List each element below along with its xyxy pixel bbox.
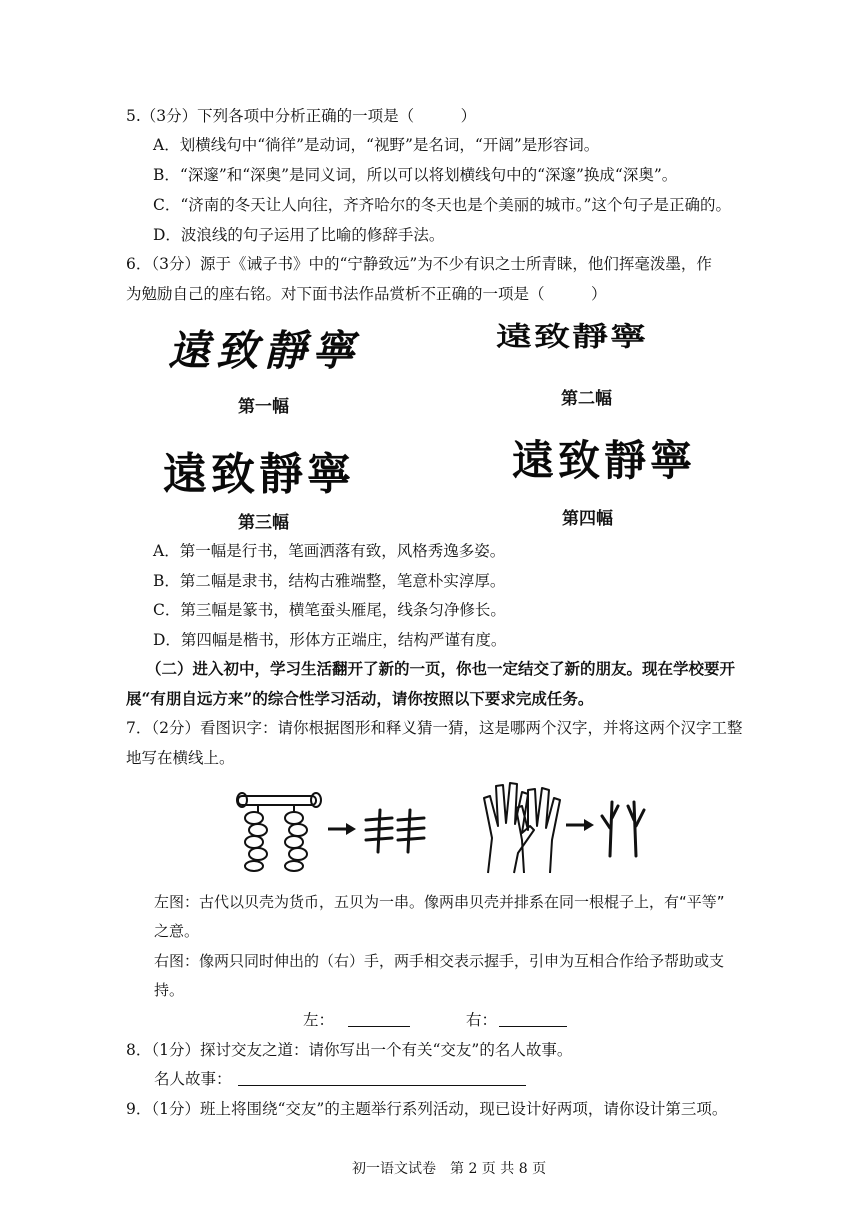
q7-right-note-line2: 持。 xyxy=(154,981,185,999)
calligraphy-caption-1: 第一幅 xyxy=(238,397,289,417)
q7-stem-line2: 地写在横线上。 xyxy=(126,749,235,767)
arrow-right-icon xyxy=(328,822,356,836)
q9-stem: 9．（1分）班上将围绕“交友”的主题举行系列活动，现已设计好两项，请你设计第三项。 xyxy=(126,1100,728,1118)
q5-option-c: C．“济南的冬天让人向往，齐齐哈尔的冬天也是个美丽的城市。”这个句子是正确的。 xyxy=(153,196,731,214)
q7-right-note-line1: 右图：像两只同时伸出的（右）手，两手相交表示握手，引申为互相合作给予帮助或支 xyxy=(154,952,725,970)
q7-right-answer-blank[interactable] xyxy=(499,1012,567,1027)
q8-stem: 8．（1分）探讨交友之道：请你写出一个有关“交友”的名人故事。 xyxy=(126,1041,573,1059)
calligraphy-caption-2: 第二幅 xyxy=(561,389,612,409)
q6-stem-line1: 6．（3分）源于《诫子书》中的“宁静致远”为不少有识之士所青睐，他们挥毫泼墨，作 xyxy=(126,255,712,273)
q7-right-label: 右： xyxy=(466,1011,498,1029)
ancient-glyph-left xyxy=(360,806,430,856)
q8-answer-label: 名人故事： xyxy=(154,1070,232,1088)
q6-stem-line2: 为勉励自己的座右铭。对下面书法作品赏析不正确的一项是（ ） xyxy=(126,285,607,303)
q7-left-label: 左： xyxy=(303,1011,335,1029)
q5-option-d: D．波浪线的句子运用了比喻的修辞手法。 xyxy=(153,226,445,244)
q7-left-note-line2: 之意。 xyxy=(154,922,200,940)
q6-option-b: B．第二幅是隶书，结构古雅端整，笔意朴实淳厚。 xyxy=(153,572,506,590)
q8-answer-blank[interactable] xyxy=(238,1071,526,1086)
q7-answer-right xyxy=(466,1010,567,1030)
two-hands-figure xyxy=(478,778,563,878)
q7-left-note-line1: 左图：古代以贝壳为货币，五贝为一串。像两串贝壳并排系在同一根棍子上，有“平等” xyxy=(154,893,725,911)
q5-option-a: A．划横线句中“徜徉”是动词，“视野”是名词，“开阔”是形容词。 xyxy=(153,136,600,154)
calligraphy-caption-3: 第三幅 xyxy=(238,513,289,533)
shell-strings-figure xyxy=(232,790,327,875)
q6-option-d: D．第四幅是楷书，形体方正端庄，结构严谨有度。 xyxy=(153,631,507,649)
calligraphy-work-2: 遠致靜寧 xyxy=(496,321,649,353)
q6-option-c: C．第三幅是篆书，横笔蚕头雁尾，线条匀净修长。 xyxy=(153,601,506,619)
page-footer: 初一语文试卷 第 2 页 共 8 页 xyxy=(352,1161,547,1177)
q5-option-b: B．“深邃”和“深奥”是同义词，所以可以将划横线句中的“深邃”换成“深奥”。 xyxy=(153,166,678,184)
calligraphy-work-1: 遠致靜寧 xyxy=(168,326,361,375)
arrow-right-icon xyxy=(566,818,594,832)
section2-intro-line2: 展“有朋自远方来”的综合性学习活动，请你按照以下要求完成任务。 xyxy=(126,689,594,708)
section2-intro-line1: （二）进入初中，学习生活翻开了新的一页，你也一定结交了新的朋友。现在学校要开 xyxy=(146,659,736,678)
q7-left-answer-blank[interactable] xyxy=(348,1012,410,1027)
calligraphy-work-3: 遠致靜寧 xyxy=(163,449,355,500)
q6-option-a: A．第一幅是行书，笔画洒落有致，风格秀逸多姿。 xyxy=(153,542,506,560)
q7-stem-line1: 7．（2分）看图识字：请你根据图形和释义猜一猜，这是哪两个汉字，并将这两个汉字工整 xyxy=(126,719,743,737)
calligraphy-work-4: 遠致靜寧 xyxy=(512,436,697,485)
q7-answer-left xyxy=(303,1010,410,1030)
ancient-glyph-right xyxy=(598,798,648,862)
calligraphy-caption-4: 第四幅 xyxy=(562,509,613,529)
q8-answer xyxy=(154,1069,526,1089)
q5-stem: 5.（3分）下列各项中分析正确的一项是（ ） xyxy=(126,107,477,125)
